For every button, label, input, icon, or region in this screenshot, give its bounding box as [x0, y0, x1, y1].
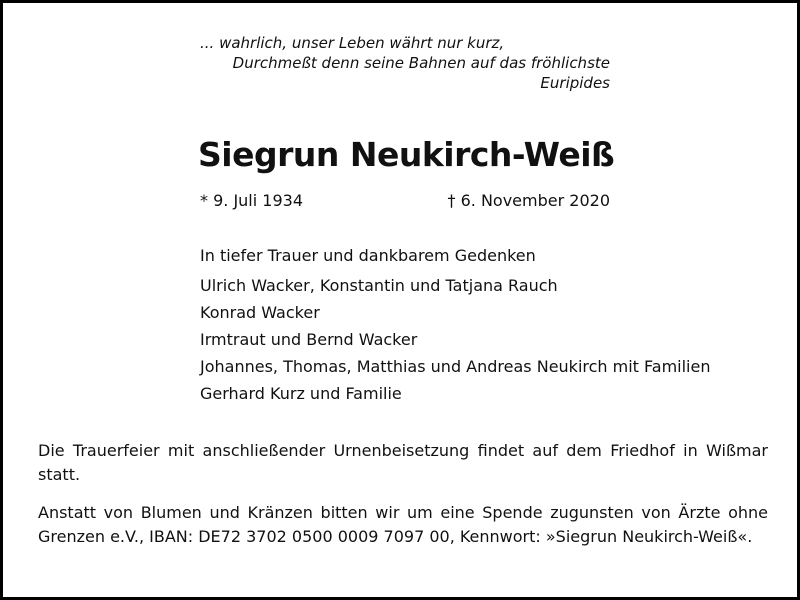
mourner-family: Ulrich Wacker, Konstantin und Tatjana Rauch	[200, 276, 558, 295]
quote-line-1: ... wahrlich, unser Leben währt nur kurz,	[200, 34, 505, 52]
quote-line-2: Durchmeßt denn seine Bahnen auf das fröhlichste	[232, 54, 610, 72]
mourning-intro: In tiefer Trauer und dankbarem Gedenken	[200, 246, 536, 265]
quote-author: Euripides	[540, 74, 610, 92]
death-date: † 6. November 2020	[447, 191, 610, 210]
deceased-name: Siegrun Neukirch-Weiß	[198, 135, 615, 174]
donation-notice: Anstatt von Blumen und Kränzen bitten wir um eine Spende zugunsten von Ärzte ohne Grenzen e.V., IBAN: DE72 3702 0500 0009 7097 00, Kennwort: »Siegrun Neukirch-Weiß«.	[38, 503, 768, 546]
mourner-family: Irmtraut und Bernd Wacker	[200, 330, 418, 349]
quote-block	[163, 33, 610, 93]
mourners-block	[200, 242, 780, 407]
mourner-family: Gerhard Kurz und Familie	[200, 384, 402, 403]
mourner-family: Johannes, Thomas, Matthias und Andreas Neukirch mit Familien	[200, 357, 711, 376]
birth-date: * 9. Juli 1934	[200, 191, 303, 210]
ceremony-notice: Die Trauerfeier mit anschließender Urnenbeisetzung findet auf dem Friedhof in Wißmar statt.	[38, 441, 768, 484]
mourner-family: Konrad Wacker	[200, 303, 320, 322]
